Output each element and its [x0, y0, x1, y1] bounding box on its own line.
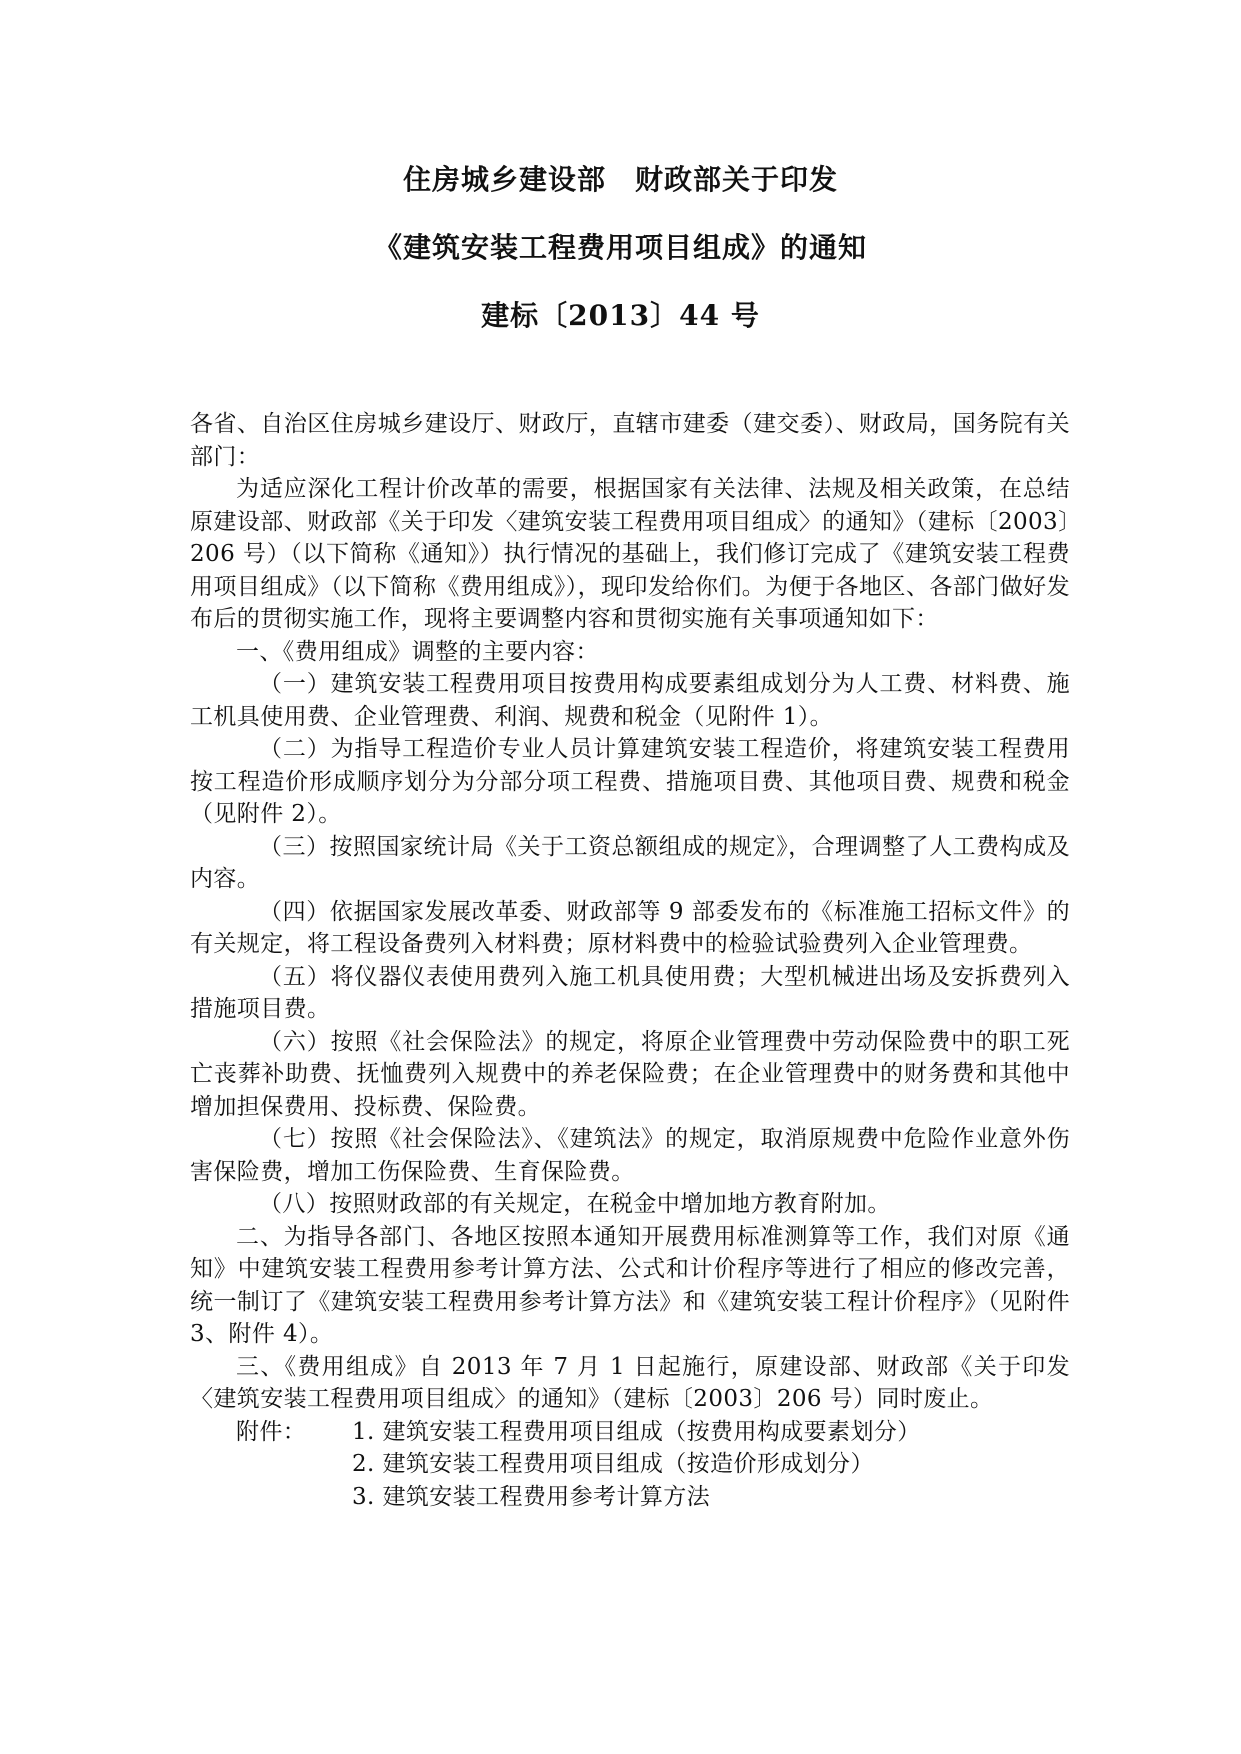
attachment-spacer	[190, 1448, 352, 1481]
section-one-heading: 一、《费用组成》调整的主要内容：	[236, 638, 599, 665]
document-number: 建标〔2013〕44 号	[481, 299, 760, 332]
item-six-paragraph: （六）按照《社会保险法》的规定，将原企业管理费中劳动保险费中的职工死亡丧葬补助费、抚恤费列入规费中的养老保险费；在企业管理费中的财务费和其他中增加担保费用、投标费、保险费。	[190, 1028, 1070, 1120]
section-three-paragraph: 三、《费用组成》自 2013 年 7 月 1 日起施行，原建设部、财政部《关于印发〈建筑安装工程费用项目组成〉的通知》（建标〔2003〕206 号）同时废止。	[190, 1353, 1070, 1412]
intro-paragraph: 为适应深化工程计价改革的需要，根据国家有关法律、法规及相关政策，在总结原建设部、财政部《关于印发〈建筑安装工程费用项目组成〉的通知》（建标〔2003〕206 号）（以下简称《通知》）执行情况的基础上，我们修订完成了《建筑安装工程费用项目组成》（以下简称《费用组成》），现印发给你们。为便于各地区、各部门做好发布后的贯彻实施工作，现将主要调整内容和贯彻实施有关事项通知如下：	[190, 476, 1070, 632]
attachment-row-3	[190, 1481, 1070, 1514]
section-two-paragraph: 二、为指导各部门、各地区按照本通知开展费用标准测算等工作，我们对原《通知》中建筑安装工程费用参考计算方法、公式和计价程序等进行了相应的修改完善，统一制订了《建筑安装工程费用参考计算方法》和《建筑安装工程计价程序》（见附件 3、附件 4）。	[190, 1223, 1070, 1347]
attachment-item-3: 3. 建筑安装工程费用参考计算方法	[352, 1483, 711, 1510]
item-two-paragraph: （二）为指导工程造价专业人员计算建筑安装工程造价，将建筑安装工程费用按工程造价形成顺序划分为分部分项工程费、措施项目费、其他项目费、规费和税金（见附件 2）。	[190, 736, 1070, 827]
item-three-paragraph: （三）按照国家统计局《关于工资总额组成的规定》，合理调整了人工费构成及内容。	[190, 833, 1070, 892]
attachment-row-2	[190, 1448, 1070, 1481]
document-body	[190, 408, 1070, 1513]
item-four-paragraph: （四）依据国家发展改革委、财政部等 9 部委发布的《标准施工招标文件》的有关规定，将工程设备费列入材料费；原材料费中的检验试验费列入企业管理费。	[190, 898, 1070, 957]
title-line-2: 《建筑安装工程费用项目组成》的通知	[373, 231, 867, 264]
item-five-paragraph: （五）将仪器仪表使用费列入施工机具使用费；大型机械进出场及安拆费列入措施项目费。	[190, 963, 1070, 1022]
addressee-paragraph: 各省、自治区住房城乡建设厅、财政厅，直辖市建委（建交委）、财政局，国务院有关部门：	[190, 411, 1070, 470]
attachments-label: 附件：	[236, 1418, 307, 1445]
attachment-spacer	[190, 1481, 352, 1514]
title-line-1: 住房城乡建设部 财政部关于印发	[402, 163, 838, 196]
attachment-item-1: 1. 建筑安装工程费用项目组成（按费用构成要素划分）	[352, 1418, 921, 1445]
item-seven-paragraph: （七）按照《社会保险法》、《建筑法》的规定，取消原规费中危险作业意外伤害保险费，增加工伤保险费、生育保险费。	[190, 1126, 1070, 1185]
item-one-paragraph: （一）建筑安装工程费用项目按费用构成要素组成划分为人工费、材料费、施工机具使用费、企业管理费、利润、规费和税金（见附件 1）。	[190, 671, 1070, 730]
attachment-row-1	[190, 1416, 1070, 1449]
attachment-item-2: 2. 建筑安装工程费用项目组成（按造价形成划分）	[352, 1451, 874, 1477]
item-eight-paragraph: （八）按照财政部的有关规定，在税金中增加地方教育附加。	[259, 1191, 891, 1217]
